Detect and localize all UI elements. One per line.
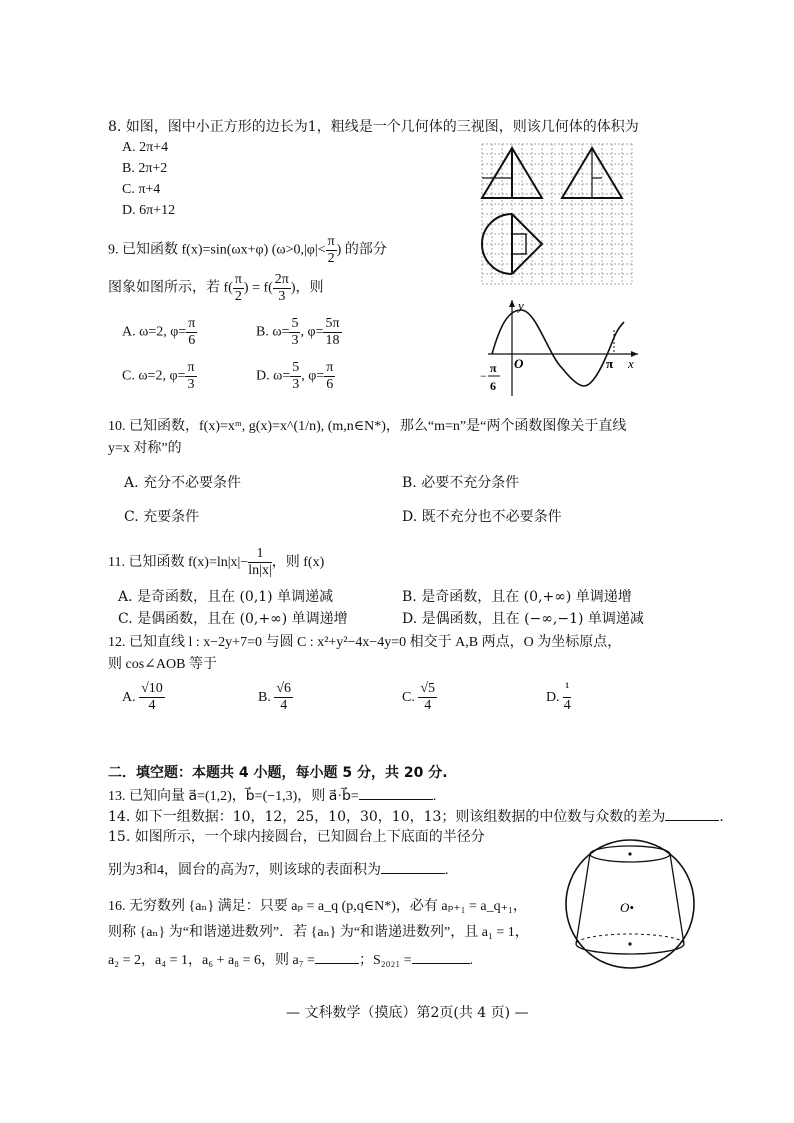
q8-stem: 8. 如图，图中小正方形的边长为1，粗线是一个几何体的三视图，则该几何体的体积为: [108, 119, 639, 135]
q12-option-b: B. $\frac{√6}{4}$: [258, 681, 292, 714]
origin-label: O: [514, 356, 524, 371]
q8-option-a: A. 2π+4: [122, 140, 169, 155]
q10-option-a: A. 充分不必要条件: [124, 475, 242, 491]
q13-answer-blank[interactable]: [359, 799, 433, 800]
q10-option-d: D. 既不充分也不必要条件: [402, 509, 562, 525]
sphere-center-label: O•: [620, 900, 634, 915]
q16-line2: 则称 {aₙ} 为“和谐递进数列”．若 {aₙ} 为“和谐递进数列”，且 a₁ = 1，: [108, 925, 529, 940]
q9-line1: 9. 已知函数 f(x)=sin(ωx+φ) (ω>0,|φ|< $\frac{\pi}{2}$ ) 的部分: [108, 234, 387, 266]
three-view-figure: [478, 140, 638, 288]
q9-option-d: D. ω= $\frac{5}{3}$ , φ= $\frac{\pi}{6}$: [256, 360, 334, 392]
q15-answer-blank[interactable]: [381, 873, 445, 874]
top-center-dot: [628, 852, 631, 855]
q12-option-a: A. $\frac{√10}{4}$: [122, 681, 163, 714]
sine-graph: [478, 296, 644, 400]
page-footer: — 文科数学（摸底）第2页(共 4 页) —: [286, 1005, 529, 1021]
q9-option-b: B. ω= $\frac{5}{3}$ , φ= $\frac{5\pi}{18}$: [256, 316, 340, 348]
q9-option-a: A. ω=2, φ= $\frac{\pi}{6}$: [122, 316, 196, 348]
q12-line1: 12. 已知直线 l : x−2y+7=0 与圆 C : x²+y²−4x−4y=0 相交于 A,B 两点，O 为坐标原点，: [108, 635, 622, 650]
q11-stem: 11. 已知函数 f(x)=ln|x|− $\frac{1}{\ln|x|}$ ，则 f(x): [108, 546, 325, 579]
q15-line1: 15. 如图所示，一个球内接圆台，已知圆台上下底面的半径分: [108, 829, 485, 845]
q16-line3: a₂ = 2，a₄ = 1，a₆ + a₈ = 6，则 a₇ = ；S₂₀₂₁ = .: [108, 953, 474, 968]
q11-option-a: A. 是奇函数，且在 (0,1) 单调递减: [118, 589, 334, 605]
section-2-heading: 二．填空题：本题共 4 小题，每小题 5 分，共 20 分.: [108, 765, 448, 781]
y-label: y: [518, 298, 524, 313]
side-view: [562, 148, 622, 198]
q9-line2: 图象如图所示，若 f( $\frac{\pi}{2}$ ) = f( $\frac{2\pi}{3}$ )，则: [108, 272, 324, 304]
q13-stem: 13. 已知向量 a⃗=(1,2)，b⃗=(−1,3)，则 a⃗·b⃗= .: [108, 789, 437, 804]
q15-line2: 别为3和4，圆台的高为7，则该球的表面积为 .: [108, 863, 449, 878]
q10-option-b: B. 必要不充分条件: [402, 475, 520, 491]
q11-option-c: C. 是偶函数，且在 (0,+∞) 单调递增: [118, 611, 348, 627]
q9-option-c: C. ω=2, φ= $\frac{\pi}{3}$: [122, 360, 195, 392]
neg-pi-den: 6: [490, 379, 496, 393]
q12-option-d: D. $\frac{\text{¹}}{4}$: [546, 681, 571, 714]
q11-option-d: D. 是偶函数，且在 (−∞,−1) 单调递减: [402, 611, 644, 627]
q8-option-b: B. 2π+2: [122, 161, 168, 176]
front-view: [482, 148, 542, 198]
neg-pi-num: π: [490, 361, 497, 375]
x-label: x: [628, 356, 634, 371]
q8-option-d: D. 6π+12: [122, 203, 176, 218]
y-axis-arrow: [509, 300, 515, 307]
q12-option-c: C. $\frac{√5}{4}$: [402, 681, 436, 714]
q10-line1: 10. 已知函数，f(x)=xᵐ, g(x)=x^(1/n), (m,n∈N*)，那么“m=n”是“两个函数图像关于直线: [108, 419, 627, 434]
q12-line2: 则 cos∠AOB 等于: [108, 657, 217, 672]
neg-sign: −: [480, 369, 487, 383]
q8-option-c: C. π+4: [122, 182, 161, 197]
q11-option-b: B. 是奇函数，且在 (0,+∞) 单调递增: [402, 589, 632, 605]
q10-line2: y=x 对称”的: [108, 441, 182, 456]
bottom-center-dot: [628, 942, 631, 945]
q16-a7-blank[interactable]: [315, 963, 359, 964]
sphere-frustum-figure: [562, 836, 698, 972]
q16-line1: 16. 无穷数列 {aₙ} 满足：只要 aₚ = a_q (p,q∈N*)，必有 aₚ₊₁ = a_q₊₁，: [108, 899, 527, 914]
q14-stem: 14. 如下一组数据：10，12，25，10，30，10，13；则该组数据的中位数与众数的差为 .: [108, 809, 724, 825]
q16-s2021-blank[interactable]: [412, 963, 470, 964]
q10-option-c: C. 充要条件: [124, 509, 200, 525]
q14-answer-blank[interactable]: [665, 820, 719, 821]
pi-label: π: [606, 356, 614, 371]
